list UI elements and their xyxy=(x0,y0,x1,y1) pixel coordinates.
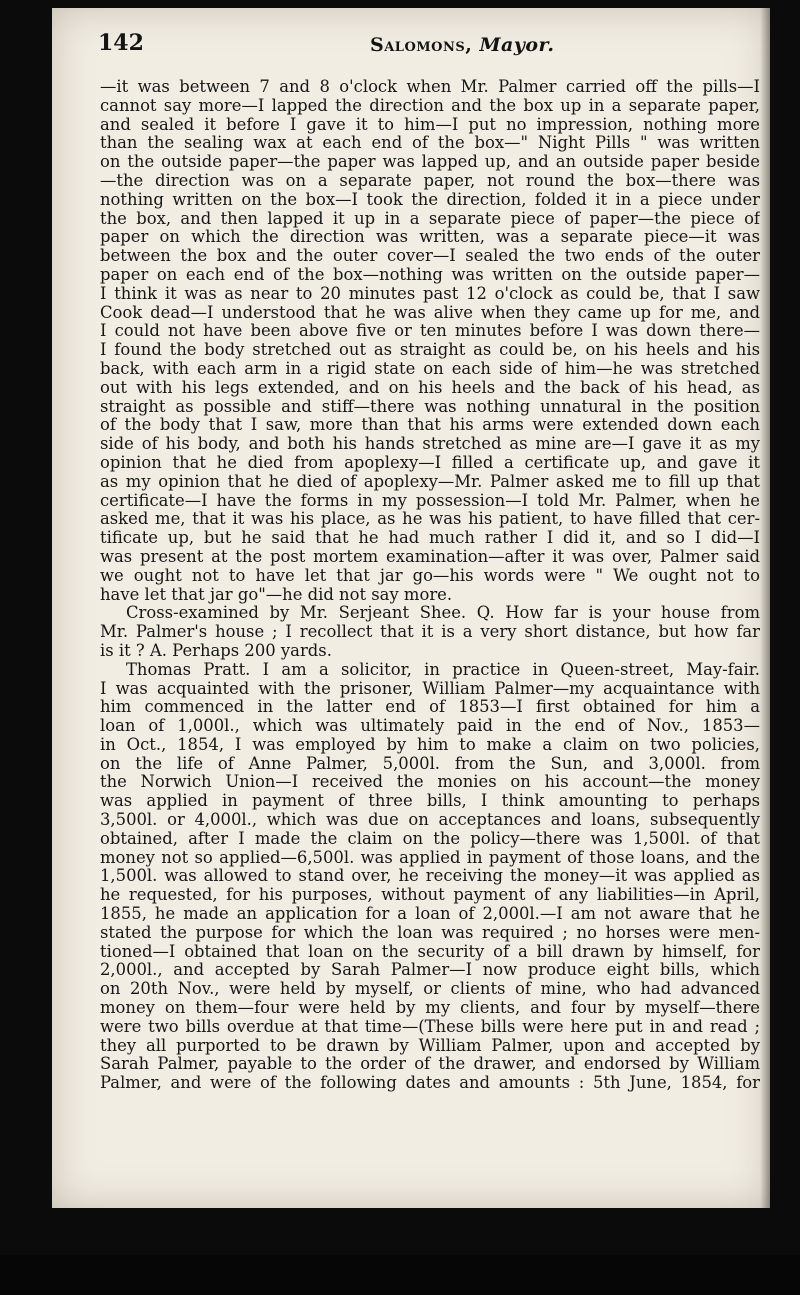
text-line: they all purported to be drawn by William Palmer, upon and accepted by xyxy=(100,1036,760,1055)
running-head xyxy=(370,34,554,56)
text-line: I was acquainted with the prisoner, William Palmer—my acquaintance with xyxy=(100,679,760,698)
text-line: we ought not to have let that jar go—his words were " We ought not to xyxy=(100,566,760,585)
text-line: on the life of Anne Palmer, 5,000l. from the Sun, and 3,000l. from xyxy=(100,754,760,773)
text-line: stated the purpose for which the loan was required ; no horses were men- xyxy=(100,923,760,942)
text-line: 1855, he made an application for a loan of 2,000l.—I am not aware that he xyxy=(100,905,760,924)
text-line: obtained, after I made the claim on the policy—there was 1,500l. of that xyxy=(100,829,760,848)
text-line: him commenced in the latter end of 1853—I first obtained for him a xyxy=(100,698,760,717)
text-line: have let that jar go"—he did not say more. xyxy=(100,585,453,604)
text-line: and sealed it before I gave it to him—I put no impression, nothing more xyxy=(100,115,760,134)
text-line: —the direction was on a separate paper, not round the box—there was xyxy=(100,171,760,190)
text-line: opinion that he died from apoplexy—I filled a certificate up, and gave it xyxy=(100,453,760,472)
text-line: Palmer, and were of the following dates and amounts : 5th June, 1854, for xyxy=(100,1074,760,1093)
running-head-title: Mayor. xyxy=(479,34,555,56)
text-line: I think it was as near to 20 minutes past 12 o'clock as could be, that I saw xyxy=(100,284,760,303)
text-line: Sarah Palmer, payable to the order of the drawer, and endorsed by William xyxy=(100,1055,760,1074)
text-line: 1,500l. was allowed to stand over, he receiving the money—it was applied as xyxy=(100,867,760,886)
text-line: straight as possible and stiff—there was nothing unnatural in the position xyxy=(100,397,760,416)
text-line: as my opinion that he died of apoplexy—Mr. Palmer asked me to fill up that xyxy=(100,472,760,491)
text-line: on the outside paper—the paper was lapped up, and an outside paper beside xyxy=(100,153,760,172)
text-line: money not so applied—6,500l. was applied in payment of those loans, and the xyxy=(100,848,760,867)
text-line: Cook dead—I understood that he was alive when they came up for me, and xyxy=(100,303,760,322)
text-line: back, with each arm in a rigid state on each side of him—he was stretched xyxy=(100,359,760,378)
text-line: of the body that I saw, more than that his arms were extended down each xyxy=(100,416,760,435)
text-line: is it ? A. Perhaps 200 yards. xyxy=(100,641,332,660)
text-line: 2,000l., and accepted by Sarah Palmer—I now produce eight bills, which xyxy=(100,961,760,980)
text-line: between the box and the outer cover—I sealed the two ends of the outer xyxy=(100,247,760,266)
text-line: —it was between 7 and 8 o'clock when Mr. Palmer carried off the pills—I xyxy=(100,78,760,96)
text-line: in Oct., 1854, I was employed by him to make a claim on two policies, xyxy=(100,735,760,754)
text-line: he requested, for his purposes, without payment of any liabilities—in April, xyxy=(100,886,760,905)
text-line: 3,500l. or 4,000l., which was due on acceptances and loans, subsequently xyxy=(100,811,760,830)
text-line: on 20th Nov., were held by myself, or clients of mine, who had advanced xyxy=(100,980,760,999)
text-line: the box, and then lapped it up in a separate piece of paper—the piece of xyxy=(100,209,760,228)
text-line: tificate up, but he said that he had much rather I did it, and so I did—I xyxy=(100,529,760,548)
text-line: asked me, that it was his place, as he was his patient, to have filled that cer- xyxy=(100,510,760,529)
text-line: paper on each end of the box—nothing was written on the outside paper— xyxy=(100,265,760,284)
running-head-name: Salomons, xyxy=(370,34,473,56)
text-line: money on them—four were held by my clients, and four by myself—there xyxy=(100,999,760,1018)
text-line: than the sealing wax at each end of the box—" Night Pills " was written xyxy=(100,134,760,153)
text-line: I could not have been above five or ten minutes before I was down there— xyxy=(100,322,760,341)
text-line: certificate—I have the forms in my possession—I told Mr. Palmer, when he xyxy=(100,491,760,510)
text-line: loan of 1,000l., which was ultimately paid in the end of Nov., 1853— xyxy=(100,717,760,736)
text-line: paper on which the direction was written, was a separate piece—it was xyxy=(100,228,760,247)
text-line: Thomas Pratt. I am a solicitor, in practice in Queen-street, May-fair. xyxy=(126,660,760,679)
text-line: Mr. Palmer's house ; I recollect that it is a very short distance, but how far xyxy=(100,623,760,642)
text-line: nothing written on the box—I took the direction, folded it in a piece under xyxy=(100,190,760,209)
text-line: the Norwich Union—I received the monies on his account—the money xyxy=(100,773,760,792)
scan-bottom-edge xyxy=(0,1255,800,1295)
text-line: out with his legs extended, and on his heels and the back of his head, as xyxy=(100,378,760,397)
text-line: cannot say more—I lapped the direction and the box up in a separate paper, xyxy=(100,96,760,115)
text-line: side of his body, and both his hands stretched as mine are—I gave it as my xyxy=(100,435,760,454)
text-line: tioned—I obtained that loan on the security of a bill drawn by himself, for xyxy=(100,942,760,961)
text-line: Cross-examined by Mr. Serjeant Shee. Q. How far is your house from xyxy=(126,604,760,623)
text-line: were two bills overdue at that time—(These bills were here put in and read ; xyxy=(100,1017,760,1036)
text-line: I found the body stretched out as straight as could be, on his heels and his xyxy=(100,341,760,360)
body-text xyxy=(100,78,760,1093)
text-line: was applied in payment of three bills, I think amounting to perhaps xyxy=(100,792,760,811)
text-line: was present at the post mortem examination—after it was over, Palmer said xyxy=(100,547,760,566)
page-number: 142 xyxy=(98,30,144,56)
page-header xyxy=(98,30,758,60)
